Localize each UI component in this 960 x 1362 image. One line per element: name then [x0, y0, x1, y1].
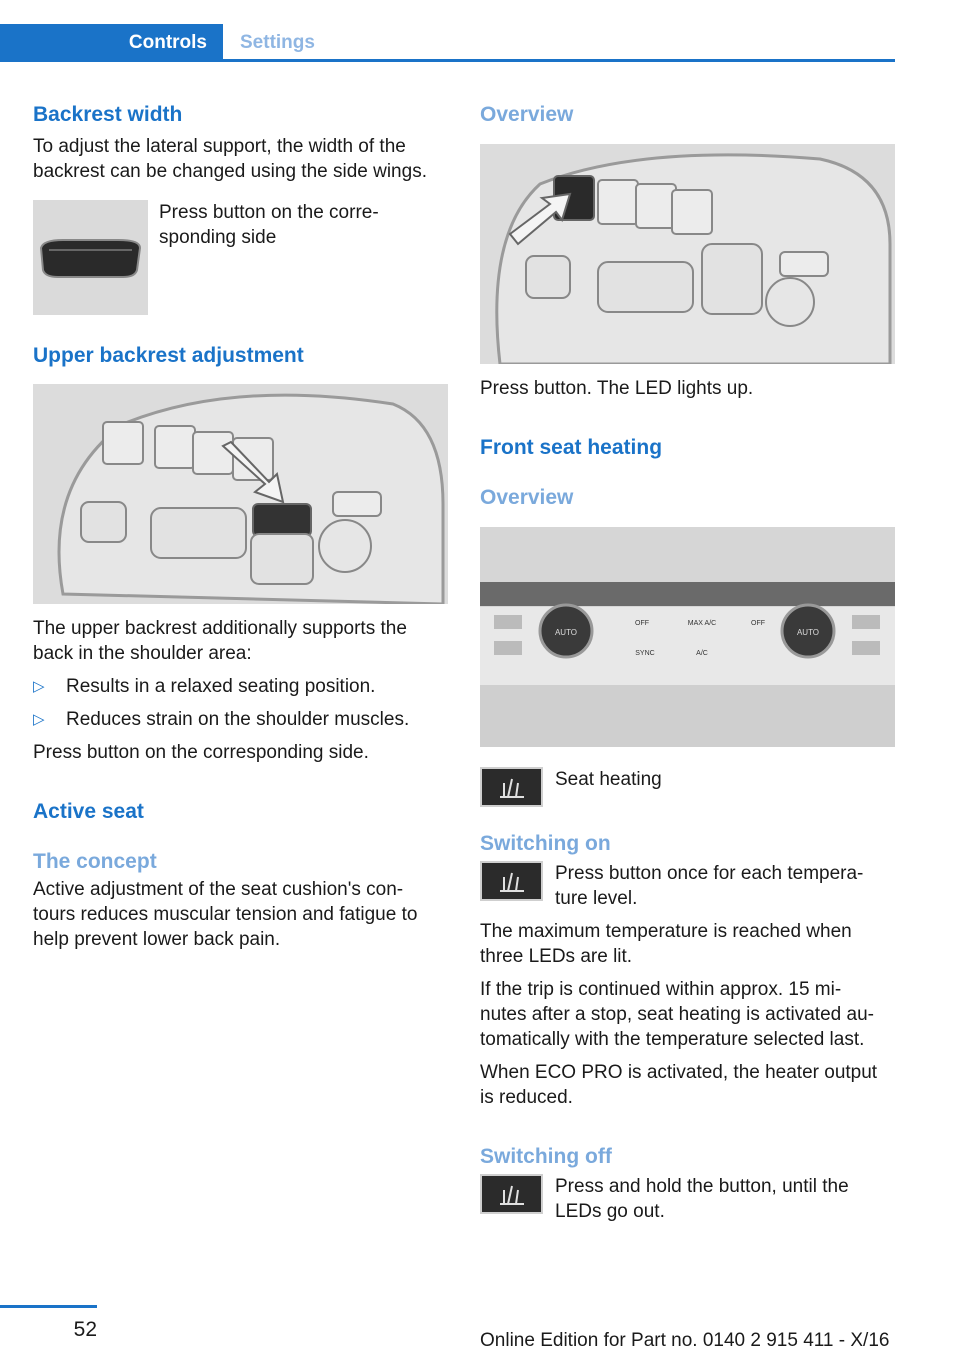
switching-on-row — [480, 861, 895, 911]
trip-continued-text: If the trip is continued within approx. 15 mi- nutes after a stop, seat heating is activated au- tomatically with the temperature selected last. — [480, 979, 874, 1050]
switching-on-title: Switching on — [480, 832, 611, 855]
press-led-text: Press button. The LED lights up. — [480, 378, 754, 399]
chapter-header — [0, 24, 895, 62]
seat-heat-symbol — [482, 863, 541, 899]
bullet-item — [33, 707, 448, 732]
bullet-arrow-icon: ▷ — [33, 711, 45, 728]
page-number: 52 — [73, 1318, 97, 1341]
active-seat-illustration — [480, 144, 895, 364]
bullet-item — [33, 674, 448, 699]
bullet-text: Reduces strain on the shoulder muscles. — [66, 709, 410, 730]
seat-heat-symbol — [482, 769, 541, 805]
upper-backrest-title: Upper backrest adjustment — [33, 344, 304, 367]
footer-rule — [0, 1305, 97, 1308]
seat-heat-symbol — [482, 1176, 541, 1212]
seat-heating-icon — [480, 767, 543, 807]
upper-backrest-image — [33, 384, 448, 604]
side-wing-button-image — [33, 200, 148, 315]
seat-heating-label: Seat heating — [555, 769, 662, 790]
climate-panel-illustration — [480, 527, 895, 747]
backrest-width-text: To adjust the lateral support, the width of the backrest can be changed using the side wings. — [33, 136, 427, 182]
backrest-width-instruction: Press button on the corre- sponding side — [159, 202, 379, 248]
backrest-width-row — [33, 200, 448, 315]
upper-backrest-text: The upper backrest additionally supports the back in the shoulder area: — [33, 618, 407, 664]
seat-heating-icon — [480, 1174, 543, 1214]
off-label-right: OFF — [751, 620, 765, 627]
bullet-text: Results in a relaxed seating position. — [66, 676, 376, 697]
left-column — [33, 100, 448, 952]
tab-settings[interactable]: Settings — [240, 32, 315, 53]
off-label-left: OFF — [635, 620, 649, 627]
seat-heating-icon — [480, 861, 543, 901]
switching-on-text: Press button once for each tempera- ture level. — [555, 863, 864, 909]
eco-pro-text: When ECO PRO is activated, the heater output is reduced. — [480, 1062, 878, 1108]
climate-panel-image — [480, 527, 895, 747]
backrest-width-title: Backrest width — [33, 103, 183, 126]
switching-off-text: Press and hold the button, until the LEDs go out. — [555, 1176, 849, 1222]
switching-off-title: Switching off — [480, 1145, 612, 1168]
tab-controls[interactable]: Controls — [0, 24, 223, 62]
active-seat-button-image — [480, 144, 895, 364]
overview-title: Overview — [480, 103, 574, 126]
max-temperature-text: The maximum temperature is reached when three LEDs are lit. — [480, 921, 852, 967]
seat-controls-illustration — [33, 384, 448, 604]
auto-label-left: AUTO — [554, 628, 578, 637]
right-column — [480, 100, 895, 1224]
front-seat-heating-title: Front seat heating — [480, 436, 663, 459]
auto-label-right: AUTO — [796, 628, 820, 637]
active-seat-title: Active seat — [33, 800, 144, 823]
concept-text: Active adjustment of the seat cushion's con- tours reduces muscular tension and fatigue to help prevent lower back pain. — [33, 879, 418, 950]
seat-heating-row — [480, 767, 895, 807]
concept-title: The concept — [33, 850, 157, 873]
press-corresponding-side-text: Press button on the corresponding side. — [33, 742, 369, 763]
ac-label: A/C — [696, 650, 708, 657]
bullet-arrow-icon: ▷ — [33, 678, 45, 695]
overview-heating-title: Overview — [480, 486, 574, 509]
header-rule — [0, 59, 895, 62]
switching-off-row — [480, 1174, 895, 1224]
sync-label: SYNC — [635, 650, 655, 657]
max-ac-label: MAX A/C — [687, 620, 717, 627]
side-wing-button-icon — [33, 200, 148, 315]
edition-text: Online Edition for Part no. 0140 2 915 411 - X/16 — [480, 1330, 890, 1351]
